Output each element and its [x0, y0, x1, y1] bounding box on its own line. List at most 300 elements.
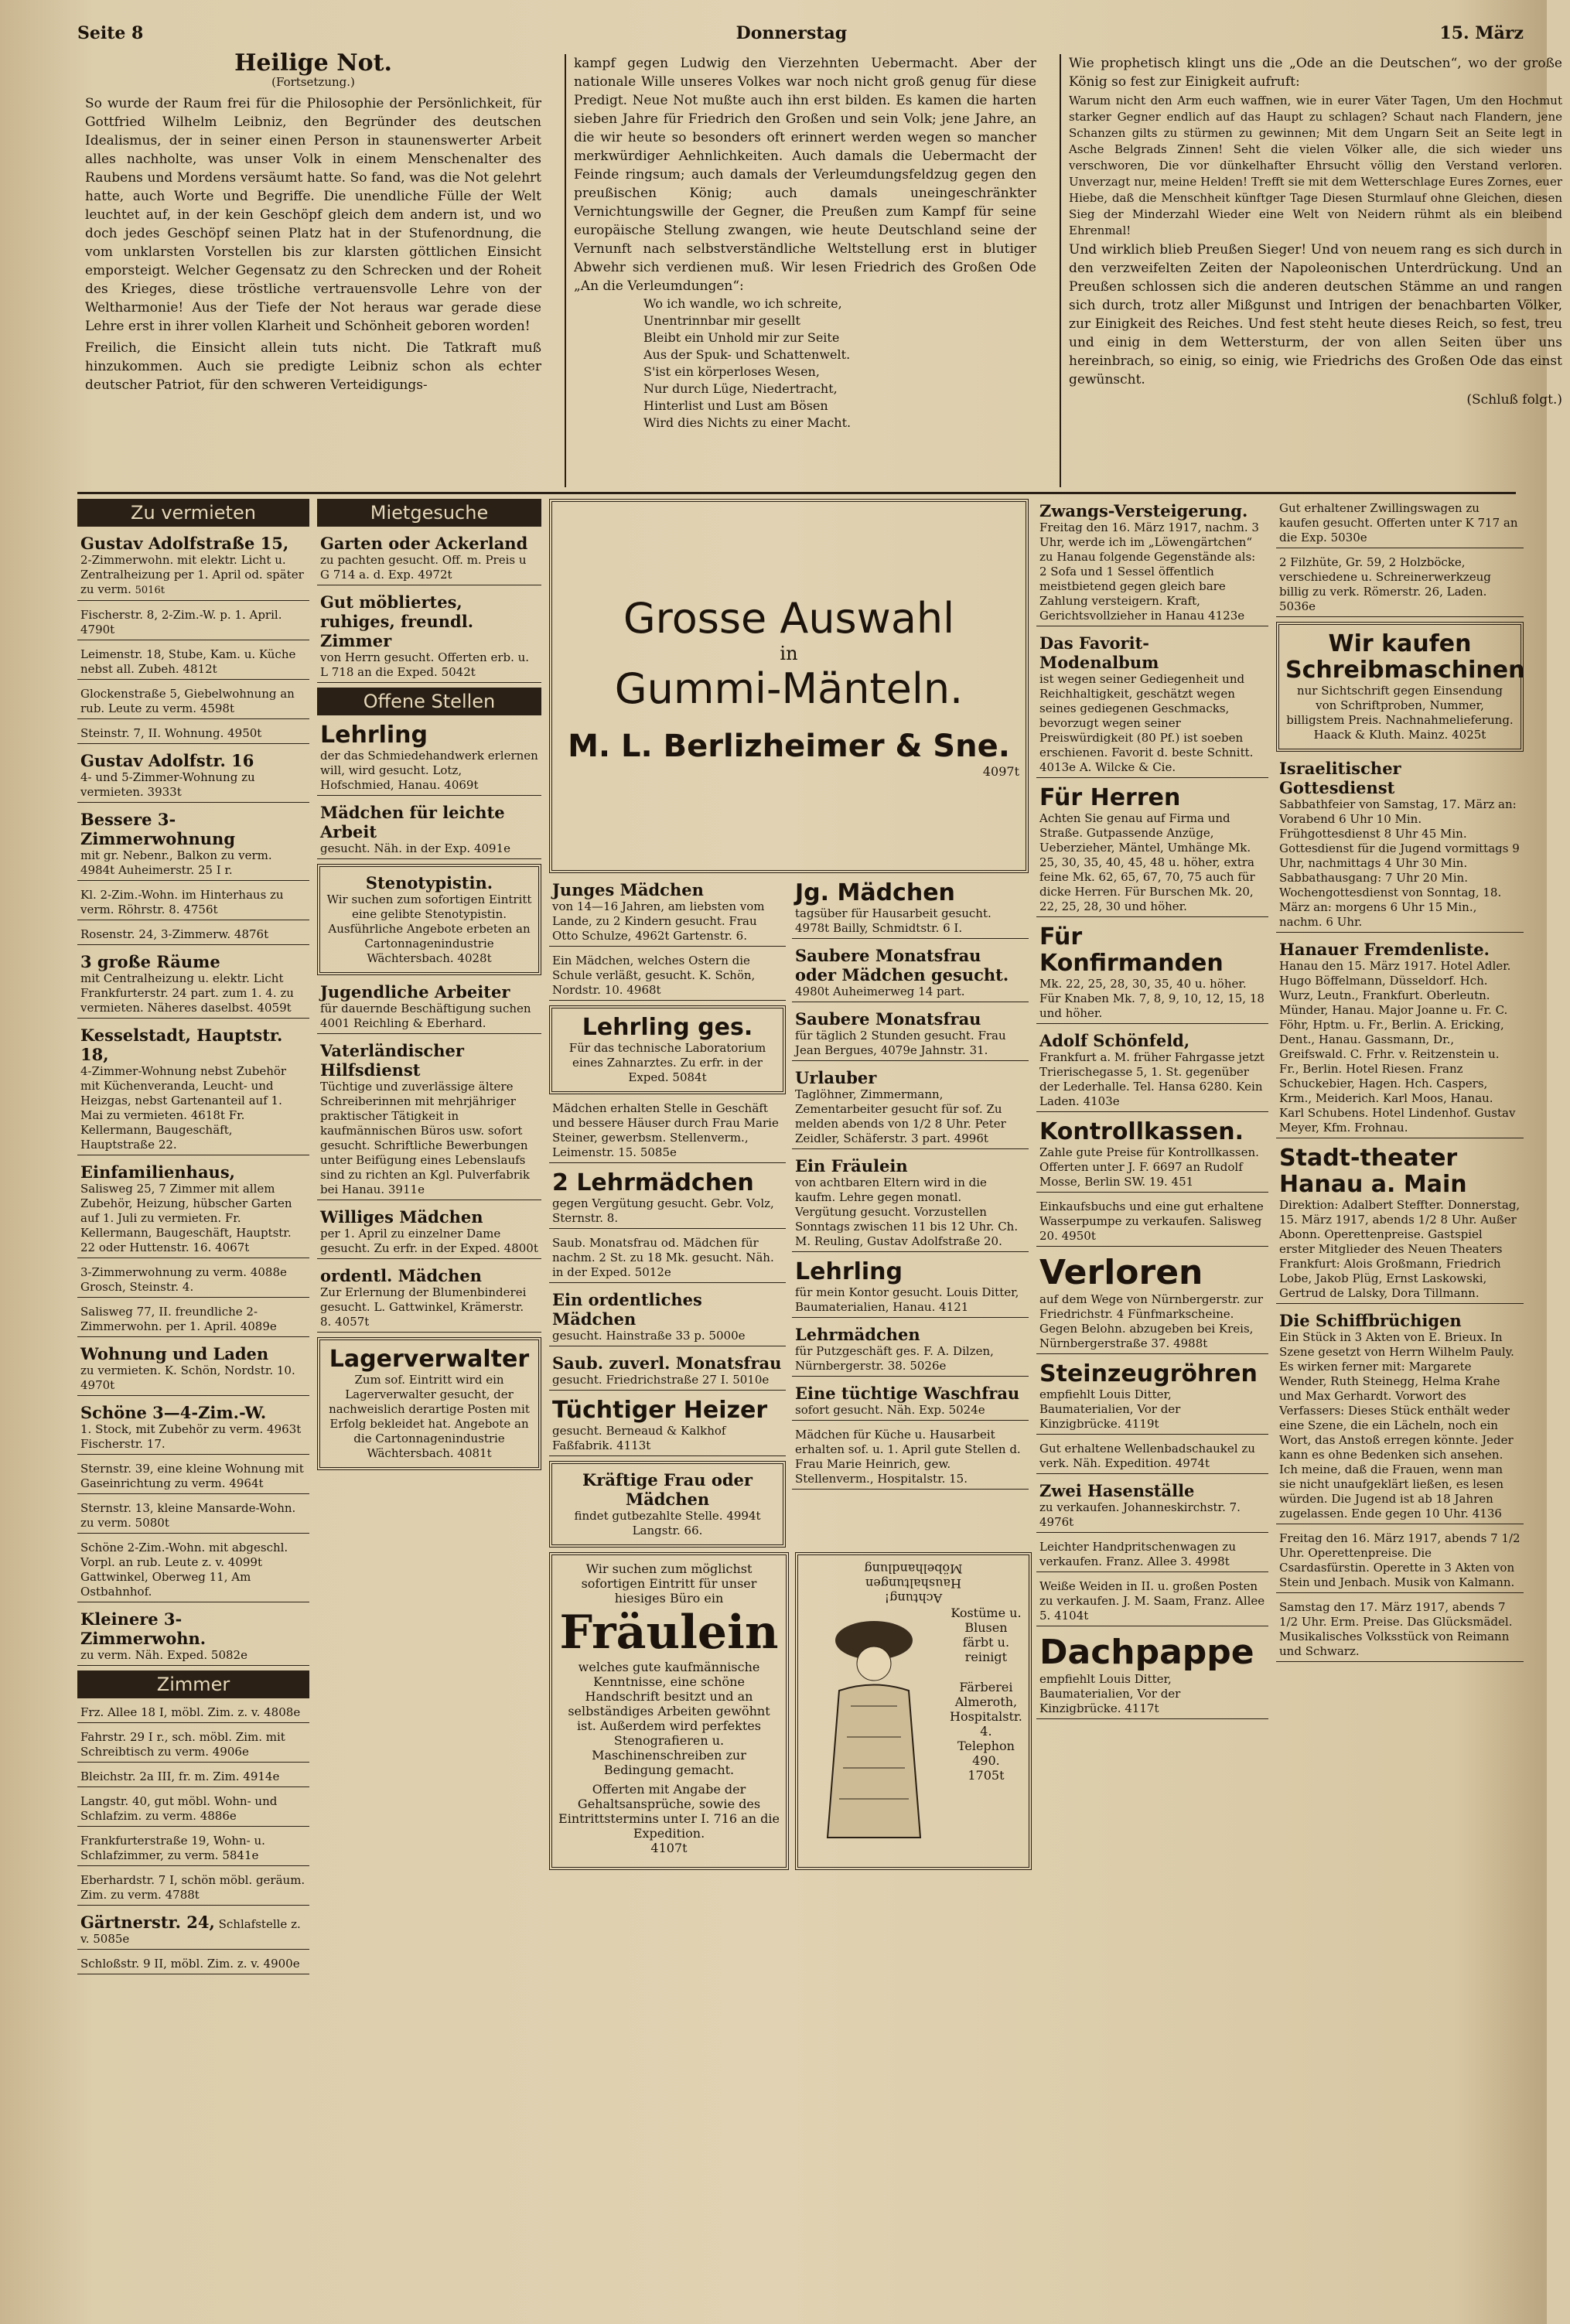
ad-code: 4119t	[1125, 1417, 1159, 1431]
ad	[792, 1007, 1029, 1061]
ad-text: für täglich 2 Stunden gesucht. Frau Jean Bergues, 4079e Jahnstr. 31.	[795, 1029, 1006, 1057]
ad-title: Stenotypistin.	[365, 873, 493, 892]
ad-code: 4025t	[1452, 728, 1486, 742]
ad-title: 2 Lehrmädchen	[552, 1169, 754, 1196]
ad-text: Kl. 2-Zim.-Wohn. im Hinterhaus zu verm. Röhrstr. 8.	[80, 888, 284, 916]
ad	[792, 1154, 1029, 1252]
ad	[792, 1322, 1029, 1377]
ad-code: 5085e	[93, 1932, 130, 1946]
ad-text: Sternstr. 39, eine kleine Wohnung mit Gaseinrichtung zu verm.	[80, 1462, 304, 1490]
ad-code: 5841e	[222, 1848, 259, 1862]
ad-text: Salisweg 77, II. freundliche 2-Zimmerwohn. per 1. April.	[80, 1305, 258, 1333]
gummi-code: 4097t	[982, 763, 1019, 779]
ads-column-2	[317, 499, 541, 2301]
ad-code: 4970t	[80, 1378, 115, 1392]
ad	[549, 878, 786, 947]
ad	[77, 606, 309, 640]
ads-column-4	[1036, 499, 1268, 2301]
ad	[1276, 937, 1524, 1138]
ad-text: Mk. 22, 25, 28, 30, 35, 40 u. höher. Für Knaben Mk. 7, 8, 9, 10, 12, 15, 18 und höher.	[1039, 977, 1265, 1020]
ad-text: nur Sichtschrift gegen Einsendung von Schriftproben, Nummer, billigstem Preis. Nachnahmelieferung. Haack & Kluth. Mainz.	[1286, 684, 1514, 742]
article-text-1b: Freilich, die Einsicht allein tuts nicht. Die Tatkraft muß hinzukommen. Auch sie predigte Leibniz schon als echter deutscher Patriot, für den schweren Verteidigungs-	[85, 340, 541, 393]
article-column-3	[1060, 54, 1570, 487]
ad	[1276, 756, 1524, 933]
ad	[1036, 783, 1268, 917]
ad	[1036, 1537, 1268, 1572]
ad	[77, 807, 309, 881]
ad-code: 4812t	[183, 662, 217, 676]
kostueme-title: Kostüme u. Blusen	[951, 1606, 1022, 1635]
ad-text: mit Centralheizung u. elektr. Licht Frankfurterstr. 24 part. zum 1. 4. zu vermieten. Näheres daselbst.	[80, 971, 294, 1015]
article-column-1	[77, 49, 549, 487]
ad-code: 4950t	[227, 726, 262, 740]
masthead-date: 15. März	[1439, 23, 1524, 43]
ad	[317, 1039, 541, 1200]
zu-vermieten-heading: Zu vermieten	[77, 499, 309, 527]
ad-text: 4- und 5-Zimmer-Wohnung zu vermieten.	[80, 770, 255, 799]
ad-text: tagsüber für Hausarbeit gesucht. 4978t Bailly, Schmidtstr. 6 I.	[795, 906, 991, 935]
ad	[77, 1342, 309, 1396]
ad-text: Hanau den 15. März 1917. Hotel Adler. Hugo Böffelmann, Düsseldorf. Hch. Wurz, Leutn., Frankfurt. Oberleutn. Münder, Hanau. Major Joanne u. Fr. C. Föhr, Hptm. u. Fr., Berlin. A. Ericking, Dent., Hanau. Gassmann, Dr., Greifswald. C. Frhr. v. Reitzenstein u. Fr., Berlin. Hotel Riesen. Franz Schuckebier, Hagen. Hch. Caspers, Krm., Meiderich. Karl Moos, Hanau. Karl Schubens. Hotel Lindenhof. Gustav Meyer, Kfm. Frohnau.	[1279, 959, 1516, 1135]
ad-text: Leimenstr. 18, Stube, Kam. u. Küche nebst all. Zubeh.	[80, 647, 296, 676]
gummi-line-1: Grosse Auswahl	[623, 593, 955, 643]
ad	[77, 1607, 309, 1666]
ad-text: gegen Vergütung gesucht. Gebr. Volz, Sternstr. 8.	[552, 1196, 774, 1225]
gummi-line-2: in	[780, 642, 798, 664]
ad	[1276, 1529, 1524, 1593]
ad	[77, 925, 309, 945]
flipped-line-3: Möbelhandlung	[864, 1561, 963, 1576]
ad	[77, 1831, 309, 1866]
ads-subcolumn-right	[792, 878, 1029, 1548]
ad-text: Gut erhaltene Wellenbadschaukel zu verk. Näh. Expedition.	[1039, 1442, 1255, 1470]
ad-code: 4950t	[1061, 1229, 1096, 1243]
ad	[1276, 499, 1524, 548]
ad-code: 4598t	[200, 701, 234, 715]
ad-code: 4900e	[263, 1957, 300, 1971]
ad-title: Zwei Hasenställe	[1039, 1481, 1195, 1500]
fraeulein-body: welches gute kaufmännische Kenntnisse, eine schöne Handschrift besitzt und an selbständiges Arbeiten gewöhnt ist. Außerdem wird perfektes Stenografieren u. Maschinenschreiben zur Bedingung gemacht.	[568, 1660, 770, 1777]
ad-text: Zur Erlernung der Blumenbinderei gesucht. L. Gattwinkel, Krämerstr. 8.	[320, 1285, 527, 1329]
ad-text: von 14—16 Jahren, am liebsten vom Lande, zu 2 Kindern gesucht. Frau Otto Schulze, 4962t Gartenstr. 6.	[552, 899, 765, 943]
ad-title: Kräftige Frau oder Mädchen	[582, 1470, 753, 1509]
ad-text: Zahle gute Preise für Kontrollkassen. Offerten unter J. F. 6697 an Rudolf Mosse, Berlin SW. 19.	[1039, 1145, 1259, 1189]
kostueme-text	[950, 1606, 1022, 1861]
ad-text: auf dem Wege von Nürnbergerstr. zur Friedrichstr. 4 Fünfmarkscheine. Gegen Belohn. abzugeben bei Kreis, Nürnbergerstraße 37.	[1039, 1292, 1264, 1350]
ad-title: Eine tüchtige Waschfrau	[795, 1384, 1020, 1403]
ad-text: mit gr. Nebenr., Balkon zu verm. 4984t Auheimerstr. 25 I r.	[80, 848, 272, 877]
ad-text: Tüchtige und zuverlässige ältere Schreiberinnen mit mehrjähriger praktischer Tätigkeit in kaufmännischen Büros usw. sofort gesucht. Schriftliche Bewerbungen unter Beifügung eines Lebenslaufs sind zu richten an Kgl. Pulverfabrik bei Hanau.	[320, 1080, 530, 1196]
ad-title: ordentl. Mädchen	[320, 1266, 482, 1285]
classifieds	[77, 499, 1525, 2301]
kostueme-addr: Hospitalstr. 4. Telephon 490.	[950, 1709, 1022, 1768]
article-ode: Warum nicht den Arm euch waffnen, wie in eurer Väter Tagen, Um den Hochmut starker Gegner endlich auf das Haupt zu schlagen? Schaut nach Flandern, jene Schanzen gilts zu stürmen zu gewinnen; Mit dem Ungarn Seit an Seite legt in Asche Belgrads Zinnen! Seht die vielen Völker alle, die sich wieder uns verschworen, Die vor dünkelhafter Ehrsucht völlig den Verstand verloren. Unverzagt nur, meine Helden! Trefft sie mit dem Wetterschlage Eures Zornes, euer Hiebe, daß die Menschheit künftger Tage Diesen Sturmlauf ohne Gleichen, diesen Sieg der Minderzahl Wieder eine Welt von Neidern rühmt als ein bleibend Ehrenmal!	[1069, 94, 1562, 237]
verse-line: S'ist ein körperloses Wesen,	[643, 364, 820, 379]
ad-title: Vaterländischer Hilfsdienst	[320, 1041, 464, 1080]
ad-code: 4988t	[1173, 1336, 1208, 1350]
ads-column-3	[549, 499, 1029, 2301]
ad-text: Samstag den 17. März 1917, abends 7 1/2 Uhr. Erm. Preise. Das Glücksmädel. Musikalisches Volksstück von Reimann und Schwarz.	[1279, 1600, 1513, 1658]
ad	[1036, 499, 1268, 626]
gummi-maentel-ad	[549, 499, 1029, 873]
ad	[77, 1160, 309, 1258]
ad-text: Ein Mädchen, welches Ostern die Schule verläßt, gesucht. K. Schön, Nordstr. 10.	[552, 954, 756, 997]
flipped-line-1: Achtung!	[884, 1591, 943, 1606]
article-text-3b: Und wirklich blieb Preußen Sieger! Und von neuem rang es sich durch in den verzweifelten Zeiten der Napoleonischen Unterdrückung. Und an Preußen schlossen sich die anderen deutschen Stämme an und rangen sich durch, trotz aller Mißgunst und Intrigen der benachbarten Völker, zur Einigkeit des Reiches. Und fest steht heute dieses Reich, so fest, treu und einig in dem Wettersturm, der von allen Seiten über uns hereinbrach, so einig, so einig, wie Friedrichs des Großen Ode das einst gewünscht.	[1069, 242, 1562, 387]
ad-text: 3-Zimmerwohnung zu verm. 4088e Grosch, Steinstr. 4.	[80, 1265, 287, 1294]
ad-title: Wohnung und Laden	[80, 1344, 269, 1363]
ad-title: Kleinere 3-Zimmerwohn.	[80, 1609, 206, 1648]
ad-text: Bleichstr. 2a III, fr. m. Zim.	[80, 1769, 240, 1783]
ad	[1036, 922, 1268, 1024]
ad-code: 5012e	[634, 1265, 671, 1279]
ad-text: 2 Filzhüte, Gr. 59, 2 Holzböcke, verschiedene u. Schreinerwerkzeug billig zu verk. Römerstr. 26, Laden.	[1279, 555, 1491, 599]
ads-subcolumns	[549, 878, 1029, 1548]
ad	[549, 1288, 786, 1346]
fraeulein-ad	[549, 1552, 789, 1870]
ad	[77, 1767, 309, 1787]
kostueme-code: 1705t	[968, 1768, 1005, 1783]
article-text-2: kampf gegen Ludwig den Vierzehnten Uebermacht. Aber der nationale Wille unseres Volkes war noch nicht groß genug für diese Predigt. Neue Not mußte auch ihn erst bilden. Es kamen die harten sieben Jahre für Friedrich den Großen und sein Volk; jene Jahre, an die wir heute so besonders oft erinnert werden wegen so mancher merkwürdiger Aehnlichkeiten. Auch damals die Uebermacht der Feinde ringsum; auch damals der Verleumdungsfeldzug gegen den preußischen König; auch damals uneingeschränkter Vernichtungswille der Gegner, die Preußen zum Kampf für seine europäische Stellung zwangen, wie heute Deutschland seine der Vernunft nach selbstverständliche Weltstellung erst in blutiger Abwehr sich verdienen muß. Wir lesen Friedrich des Großen Ode „An die Verleumdungen“:	[574, 56, 1036, 294]
fraeulein-head: Fräulein	[559, 1606, 779, 1660]
ad-title: Lehrling	[320, 722, 428, 749]
ad-text: Mädchen erhalten Stelle in Geschäft und bessere Häuser durch Frau Marie Steiner, gewerbsm. Stellenverm., Leimenstr. 15.	[552, 1101, 779, 1159]
ad	[1036, 1359, 1268, 1435]
gummi-firm: M. L. Berlizheimer & Sne.	[568, 728, 1010, 764]
ad-text: Fischerstr. 8, 2-Zim.-W. p. 1. April.	[80, 608, 282, 622]
ad	[77, 1871, 309, 1906]
flipped-line-2: Haushaltungen	[865, 1576, 961, 1591]
lady-illustration-icon	[804, 1606, 944, 1861]
ad	[1036, 1577, 1268, 1626]
ad-text: Freitag den 16. März 1917, nachm. 3 Uhr, werde ich im „Löwengärtchen“ zu Hanau folgende Gegenstände als: 2 Sofa und 1 Sessel öffentlich meistbietend gegen gleich bare Zahlung versteigern. Kraft, Gerichtsvollzieher in Hanau	[1039, 520, 1259, 623]
ad	[792, 944, 1029, 1002]
ad-title: Williges Mädchen	[320, 1207, 483, 1227]
gummi-line-3: Gummi-Mänteln.	[614, 664, 964, 713]
offene-stellen-heading: Offene Stellen	[317, 688, 541, 715]
ad	[317, 1205, 541, 1259]
ad	[1276, 1309, 1524, 1524]
ad	[77, 531, 309, 601]
ads-column-1	[77, 499, 309, 2301]
ad-title: Schöne 3—4-Zim.-W.	[80, 1403, 267, 1422]
ad-title: Zwangs-Versteigerung.	[1039, 501, 1248, 520]
ad	[1036, 1479, 1268, 1533]
ad-code: 5036e	[1279, 599, 1316, 613]
verse-line: Unentrinnbar mir gesellt	[643, 313, 800, 328]
ad-code: 5016t	[135, 585, 165, 596]
ad-code: 5080t	[135, 1516, 169, 1530]
ad	[77, 950, 309, 1019]
ad-code: 4081t	[457, 1446, 492, 1460]
ad	[1036, 1197, 1268, 1247]
ad-title: Urlauber	[795, 1068, 877, 1087]
ad-code: 3933t	[147, 785, 182, 799]
ad	[317, 1337, 541, 1470]
article-column-2	[565, 54, 1044, 487]
ad	[77, 1538, 309, 1602]
ad-code: 4136	[1472, 1507, 1502, 1520]
ad	[792, 1257, 1029, 1318]
ad-text: Rosenstr. 24, 3-Zimmerw.	[80, 927, 231, 941]
ad-title: Gärtnerstr. 24,	[80, 1913, 215, 1932]
ad	[549, 1234, 786, 1283]
ad-code: 5010e	[732, 1373, 770, 1387]
ad-text: von achtbaren Eltern wird in die kaufm. Lehre gegen monatl. Vergütung gesucht. Vorzustellen Sonntags zwischen 11 bis 12 Uhr. Ch. M. Reuling, Gustav Adolfstraße 20.	[795, 1176, 1019, 1248]
ad-title: Verloren	[1039, 1253, 1203, 1292]
ad-text: Taglöhner, Zimmermann, Zementarbeiter gesucht für sof. Zu melden abends von 1/2 8 Uhr. Peter Zeidler, Schäferstr. 3 part.	[795, 1087, 1006, 1145]
verse-line: Wo ich wandle, wo ich schreite,	[643, 296, 842, 311]
ad-text: für dauernde Beschäftigung suchen 4001 Reichling & Eberhard.	[320, 1002, 531, 1030]
ad	[77, 1263, 309, 1298]
ad-text: zu pachten gesucht. Off. m. Preis u G 714 a. d. Exp.	[320, 553, 527, 582]
ad	[77, 1728, 309, 1763]
ad-text: Sabbathfeier von Samstag, 17. März an: Vorabend 6 Uhr 10 Min. Frühgottesdienst 8 Uhr 45 Min. Gottesdienst für die Jugend vormittags 9 Uhr, nachmittags 4 Uhr 30 Min. Sabbathausgang: 7 Uhr 20 Min. Wochengottesdienst von Sonntag, 18. März an: morgens 6 Uhr 15 Min., nachm. 6 Uhr.	[1279, 797, 1520, 929]
ad-code: 5030e	[1330, 531, 1367, 544]
ad-code: 5085e	[640, 1145, 677, 1159]
verse-line: Nur durch Lüge, Niedertracht,	[643, 381, 838, 396]
ad-code: 451	[1171, 1175, 1194, 1189]
ad-text: Sternstr. 13, kleine Mansarde-Wohn. zu verm.	[80, 1501, 296, 1530]
ad-title: Kontrollkassen.	[1039, 1118, 1244, 1145]
ad-code: 4059t	[257, 1001, 292, 1015]
ad-title: Jg. Mädchen	[795, 879, 955, 906]
article-title: Heilige Not.	[234, 49, 392, 77]
ad-code: 4069t	[444, 778, 479, 792]
ads-subcolumn-left	[549, 878, 786, 1548]
ad	[77, 1910, 309, 1950]
ad-code: 4964t	[229, 1476, 264, 1490]
ad-title: Ein ordentliches Mädchen	[552, 1290, 702, 1329]
ad-text: Glockenstraße 5, Giebelwohnung an rub. Leute zu verm.	[80, 687, 295, 715]
ad	[77, 724, 309, 744]
ad	[1276, 622, 1524, 752]
ad	[792, 1066, 1029, 1149]
ad-text: 4980t Auheimerweg 14 part.	[795, 985, 965, 998]
ad	[792, 878, 1029, 939]
kostueme-ad	[795, 1552, 1032, 1870]
verse-line: Bleibt ein Unhold mir zur Seite	[643, 330, 840, 345]
ad-text: gesucht. Berneaud & Kalkhof Faßfabrik.	[552, 1424, 726, 1452]
ad-title: Wir kaufen Schreibmaschinen	[1285, 630, 1525, 684]
ad-title: Stadt-theater Hanau a. Main	[1279, 1145, 1467, 1198]
ad-code: 4886e	[200, 1809, 237, 1823]
ad-title: Junges Mädchen	[552, 880, 704, 899]
ad-code: 4974t	[1175, 1456, 1210, 1470]
ad-text: Ein Stück in 3 Akten von E. Brieux. In Szene gesetzt von Herrn Wilhelm Pauly. Es wirken ferner mit: Margarete Wender, Ruth Steinegg, Helma Krahe und Max Gerhardt. Vorwort des Verfassers: Dieses Stück enthält weder eine Szene, die ein Lächeln, noch ein Wort, das Anstoß erregen könnte. Jeder kann es ohne Bedenken sich ansehen. Ich meine, daß die Frauen, wenn man sie nicht unaufgeklärt ließen, es lesen würden. Die Jugend ist ab 18 Jahren zugelassen. Ende gegen 10 Uhr.	[1279, 1330, 1514, 1520]
ad-title: Lehrling ges.	[582, 1014, 753, 1041]
ad-code: 4914e	[243, 1769, 280, 1783]
ad-title: Bessere 3-Zimmerwohnung	[80, 810, 236, 848]
verse-line: Wird dies Nichts zu einer Macht.	[643, 415, 852, 430]
fraeulein-top: Wir suchen zum möglichst sofortigen Eintritt für unser hiesiges Büro ein	[581, 1561, 757, 1606]
ad	[792, 1381, 1029, 1421]
ad-text: Frankfurt a. M. früher Fahrgasse jetzt Trierischegasse 5, 1. St. gegenüber der Lederhalle. Tel. Hansa 6280. Kein Laden.	[1039, 1050, 1265, 1108]
ad-title: Dachpappe	[1039, 1633, 1254, 1672]
ad-text: gesucht. Friedrichstraße 27 I.	[552, 1373, 729, 1387]
article-verse	[574, 295, 1036, 432]
ad	[77, 1499, 309, 1534]
ad	[1036, 1117, 1268, 1193]
ad-text: der das Schmiedehandwerk erlernen will, wird gesucht. Lotz, Hofschmied, Hanau.	[320, 749, 538, 792]
ad-title: Einfamilienhaus,	[80, 1162, 235, 1182]
ad-code: 4091e	[473, 841, 510, 855]
ad-code: 4113t	[616, 1438, 651, 1452]
ad-code: 4800t	[503, 1241, 538, 1255]
ad-code: 4104t	[1054, 1609, 1089, 1623]
ad	[549, 1461, 786, 1548]
ad-text: gesucht. Näh. in der Exp.	[320, 841, 471, 855]
ad-title: 3 große Räume	[80, 952, 220, 971]
ad-text: Saub. Monatsfrau od. Mädchen für nachm. 2 St. zu 18 Mk. gesucht. Näh. in der Exped.	[552, 1236, 774, 1279]
ad-code: 5024e	[948, 1403, 985, 1417]
ad-title: Saubere Monatsfrau oder Mädchen gesucht.	[795, 946, 1009, 985]
ad-code: 4976t	[1039, 1515, 1074, 1529]
ad-text: gesucht. Hainstraße 33 p.	[552, 1329, 705, 1343]
ad-text: Schlafstelle z. v.	[80, 1917, 301, 1946]
ad-code: 4756t	[183, 903, 218, 916]
ad	[549, 1395, 786, 1456]
ad	[549, 1351, 786, 1391]
ad-text: zu verm. Näh. Exped.	[80, 1648, 208, 1662]
ad-code: 4998t	[1195, 1554, 1230, 1568]
ad-title: Gut möbliertes, ruhiges, freundl. Zimmer	[320, 592, 474, 650]
ad-title: Mädchen für leichte Arbeit	[320, 803, 505, 841]
ad-title: Für Konfirmanden	[1039, 923, 1224, 977]
ad-code: 4790t	[80, 623, 115, 636]
ad-text: ist wegen seiner Gediegenheit und Reichhaltigkeit, geschätzt wegen seines gediegenen Geschmacks, bevorzugt wegen seiner Preiswürdigkeit (80 Pf.) ist soeben erschienen. Favorit d. beste Schnitt. 4013e A. Wilcke & Cie.	[1039, 672, 1254, 774]
verse-line: Aus der Spuk- und Schattenwelt.	[643, 347, 851, 362]
ad-text: Salisweg 25, 7 Zimmer mit allem Zubehör, Heizung, hübscher Garten auf 1. Juli zu vermieten. Fr. Kellermann, Baugeschäft, Hauptstr. 22 oder Huttenstr. 16.	[80, 1182, 292, 1254]
ad-text: Weiße Weiden in II. u. großen Posten zu verkaufen. J. M. Saam, Franz. Allee 5.	[1039, 1579, 1265, 1623]
ad	[549, 1168, 786, 1229]
ad-text: für Putzgeschäft ges. F. A. Dilzen, Nürnbergerstr. 38.	[795, 1344, 994, 1373]
ad	[317, 531, 541, 585]
ad-text: empfiehlt Louis Ditter, Baumaterialien, Vor der Kinzigbrücke.	[1039, 1387, 1181, 1431]
ad-title: Ein Fräulein	[795, 1156, 908, 1176]
ad-text: Eberhardstr. 7 I, schön möbl. geräum. Zim. zu verm.	[80, 1873, 305, 1902]
ad-text: Leichter Handpritschenwagen zu verkaufen. Franz. Allee 3.	[1039, 1540, 1236, 1568]
ad	[77, 1459, 309, 1494]
ad	[1276, 1598, 1524, 1662]
ad-code: 4123e	[1208, 609, 1245, 623]
ad-code: 4117t	[1125, 1701, 1159, 1715]
ad-code: 4996t	[954, 1131, 988, 1145]
zimmer-heading: Zimmer	[77, 1670, 309, 1698]
ad-title: Saubere Monatsfrau	[795, 1009, 981, 1029]
ad	[77, 1401, 309, 1455]
ad-title: Israelitischer Gottesdienst	[1279, 759, 1401, 797]
ad-text: zu verkaufen. Johanneskirchstr. 7.	[1039, 1500, 1241, 1514]
ad-text: Einkaufsbuchs und eine gut erhaltene Wasserpumpe zu verkaufen. Salisweg 20.	[1039, 1200, 1264, 1243]
ad-text: zu vermieten. K. Schön, Nordstr. 10.	[80, 1363, 295, 1377]
section-rule	[77, 492, 1516, 494]
ad-text: Langstr. 40, gut möbl. Wohn- und Schlafzim. zu verm.	[80, 1794, 278, 1823]
ad	[1276, 553, 1524, 617]
ad	[1036, 1029, 1268, 1112]
ad	[549, 951, 786, 1001]
bottom-ads	[549, 1552, 1029, 1870]
ad-text: sofort gesucht. Näh. Exp.	[795, 1403, 945, 1417]
ad-text: Wir suchen zum sofortigen Eintritt eine gelibte Stenotypistin. Ausführliche Angebote erbeten an Cartonnagenindustrie Wächtersbach.	[326, 892, 532, 965]
ad	[1036, 631, 1268, 778]
ad-code: 5042t	[441, 665, 476, 679]
fraeulein-foot: Offerten mit Angabe der Gehaltsansprüche, sowie des Eintrittstermins unter I. 716 an die Expedition.	[558, 1782, 780, 1841]
ad-title: Adolf Schönfeld,	[1039, 1031, 1190, 1050]
fraeulein-code: 4107t	[650, 1841, 688, 1855]
ad-title: Hanauer Fremdenliste.	[1279, 940, 1490, 959]
ad-title: Garten oder Ackerland	[320, 534, 528, 553]
ad-text: Steinstr. 7, II. Wohnung.	[80, 726, 224, 740]
ad	[77, 1302, 309, 1337]
ad-code: 4028t	[457, 951, 492, 965]
ad	[77, 1023, 309, 1155]
ad-text: 2-Zimmerwohn. mit elektr. Licht u. Zentralheizung per 1. April od. später zu verm.	[80, 553, 304, 596]
ad-text: empfiehlt Louis Ditter, Baumaterialien, Vor der Kinzigbrücke.	[1039, 1672, 1181, 1715]
ad-text: Mädchen für Küche u. Hausarbeit erhalten sof. u. 1. April gute Stellen d. Frau Marie Heinrich, gew. Stellenverm., Hospitalstr. 15.	[795, 1428, 1021, 1486]
article-text-1: So wurde der Raum frei für die Philosophie der Persönlichkeit, für Gottfried Wilhelm Leibniz, den Begründer des deutschen Idealismus, der in seiner einen Person in staunenswerter Arbeit alles nachholte, was unser Volk in einem Menschenalter des Raubens und Mordens versäumt hatte. So fand, was die Not gelehrt hatte, auch Worte und Begriffe. Die unendliche Fülle der Welt leuchtet auf, in der kein Geschöpf gleich dem andern ist, und wo doch jedes Geschöpf seinen Platz hat in der Stufenordnung, die vom unklarsten Vorstellen bis zur klarsten göttlichen Einsicht emporsteigt. Welcher Gegensatz zu den Schrecken und der Roheit des Krieges, diese tröstliche vertrauensvolle Lehre von der Weltharmonie! Aus der Tiefe der Not heraus war gerade diese Lehre erst in ihrer vollen Klarheit und Schönheit geboren worden!	[85, 96, 541, 334]
ad-text: Gut erhaltener Zwillingswagen zu kaufen gesucht. Offerten unter K 717 an die Exp.	[1279, 501, 1518, 544]
ad	[77, 1703, 309, 1723]
ad	[549, 1099, 786, 1163]
ad-code: 4103e	[1083, 1094, 1120, 1108]
kostueme-firm: Färberei Almeroth,	[954, 1680, 1018, 1709]
ad-code: 5000e	[708, 1329, 746, 1343]
ad-text: Achten Sie genau auf Firma und Straße. Gutpassende Anzüge, Ueberzieher, Mäntel, Umhänge Mk. 25, 30, 35, 40, 45, 48 u. höher, extra feine Mk. 62, 65, 67, 70, 75 auch für dicke Herren. Für Burschen Mk. 20, 22, 25, 28, 30 und höher.	[1039, 811, 1255, 913]
ad	[1276, 1143, 1524, 1304]
ad-code: 5082e	[210, 1648, 247, 1662]
flipped-ad	[804, 1561, 1022, 1606]
mietgesuche-heading: Mietgesuche	[317, 499, 541, 527]
ad-text: von Herrn gesucht. Offerten erb. u. L 718 an die Exped.	[320, 650, 530, 679]
ad-text: Freitag den 16. März 1917, abends 7 1/2 Uhr. Operettenpreise. Die Csardasfürstin. Operette in 3 Akten von Stein und Jenbach. Musik von Kalmann.	[1279, 1531, 1521, 1589]
article	[77, 49, 1562, 487]
ad-code: 4906e	[212, 1745, 249, 1759]
masthead-page: Seite 8	[77, 23, 144, 43]
ad-code: 4972t	[418, 568, 452, 582]
ad-code: 4788t	[165, 1888, 200, 1902]
ad-text: Für das technische Laboratorium eines Zahnarztes. Zu erfr. in der Exped.	[568, 1041, 766, 1084]
ad-text: Frz. Allee 18 I, möbl. Zim. z. v.	[80, 1705, 261, 1719]
ad-text: Frankfurterstraße 19, Wohn- u. Schlafzimmer, zu verm.	[80, 1834, 265, 1862]
ad-text: findet gutbezahlte Stelle. 4994t Langstr. 66.	[574, 1509, 761, 1537]
ad-text: Fahrstr. 29 I r., sch. möbl. Zim. mit Schreibtisch zu verm.	[80, 1730, 285, 1759]
ad	[1036, 1439, 1268, 1474]
ad-code: 5084t	[672, 1070, 707, 1084]
ad	[77, 645, 309, 680]
ad	[317, 980, 541, 1034]
ad-title: Kesselstadt, Hauptstr. 18,	[80, 1025, 283, 1064]
ad	[77, 1792, 309, 1827]
ad-code: 4968t	[626, 983, 661, 997]
ad-code: 4121	[939, 1300, 969, 1314]
ad	[317, 590, 541, 683]
ad	[317, 800, 541, 859]
ad	[77, 1954, 309, 1974]
ad	[77, 749, 309, 803]
ad-text: Zum sof. Eintritt wird ein Lagerverwalter gesucht, der nachweislich derartige Posten mit Erfolg bekleidet hat. Angebote an die Cartonnagenindustrie Wächtersbach.	[329, 1373, 530, 1460]
ad-title: Saub. zuverl. Monatsfrau	[552, 1353, 782, 1373]
ad-text: Direktion: Adalbert Steffter. Donnerstag, 15. März 1917, abends 1/2 8 Uhr. Außer Abonn. Operettenpreise. Gastspiel erster Mitglieder des Neuen Theaters Frankfurt: Alois Großmann, Friedrich Lobe, Jakob Plüg, Ernst Laskowski, Gertrud de Lalsky, Dora Tillmann.	[1279, 1198, 1521, 1300]
kostueme-body	[804, 1606, 1022, 1861]
ad-text: Schöne 2-Zim.-Wohn. mit abgeschl. Vorpl. an rub. Leute z. v. 4099t Gattwinkel, Oberweg 11, Am Ostbahnhof.	[80, 1541, 288, 1599]
ad-text: 4-Zimmer-Wohnung nebst Zubehör mit Küchenveranda, Leucht- und Heizgas, nebst Gartenanteil auf 1. Mai zu vermieten. 4618t Fr. Kellermann, Baugeschäft, Hauptstraße 22.	[80, 1064, 287, 1152]
ad-title: Steinzeugröhren	[1039, 1360, 1258, 1387]
ad-title: Für Herren	[1039, 784, 1181, 811]
ad-text: für mein Kontor gesucht. Louis Ditter, Baumaterialien, Hanau.	[795, 1285, 1019, 1314]
ad	[317, 720, 541, 796]
article-text-3a: Wie prophetisch klingt uns die „Ode an die Deutschen“, wo der große König so fest zur Einigkeit aufruft:	[1069, 56, 1562, 90]
